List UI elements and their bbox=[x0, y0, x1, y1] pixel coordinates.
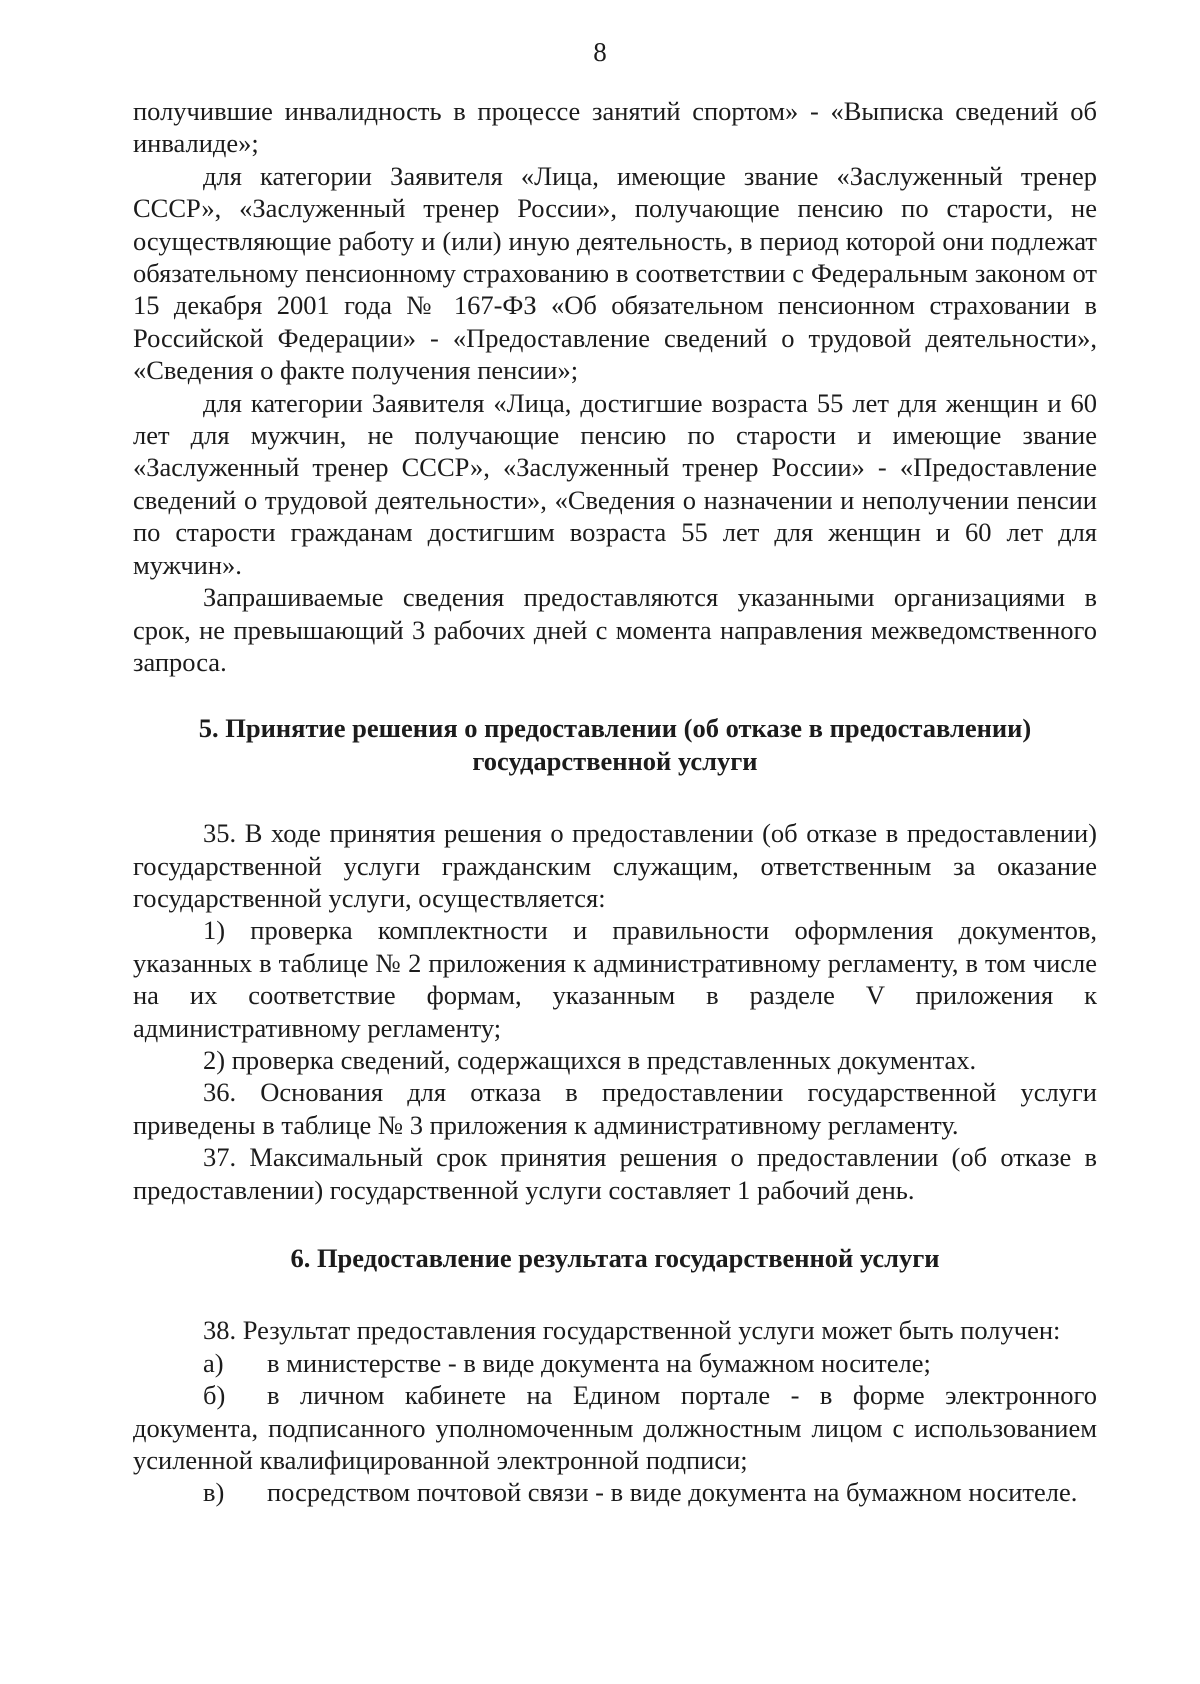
clause-36: 36. Основания для отказа в предоставлении государственной услуги приведены в таблице № 3 приложения к административному регламенту. bbox=[133, 1077, 1097, 1140]
page-number: 8 bbox=[593, 37, 607, 67]
list-marker: а) bbox=[203, 1347, 224, 1378]
section-5-heading-line-1: 5. Принятие решения о предоставлении (об отказе в предоставлении) bbox=[198, 713, 1032, 744]
list-marker: в) bbox=[203, 1477, 225, 1508]
clause-35-item-2: 2) проверка сведений, содержащихся в представленных документах. bbox=[203, 1044, 977, 1075]
clause-35: 35. В ходе принятия решения о предоставлении (об отказе в предоставлении) государственной услуги гражданским служащим, ответственным за оказание государственной услуги, осуществляется: bbox=[133, 818, 1097, 913]
list-item-text: посредством почтовой связи - в виде документа на бумажном носителе. bbox=[267, 1477, 1078, 1508]
clause-37: 37. Максимальный срок принятия решения о предоставлении (об отказе в предоставлении) государственной услуги составляет 1 рабочий день. bbox=[133, 1142, 1097, 1205]
list-item-text: в личном кабинете на Едином портале - в форме электронного документа, подписанного уполномоченным должностным лицом с использованием усиленной квалифицированной электронной подписи; bbox=[133, 1380, 1097, 1476]
section-5-heading-line-2: государственной услуги bbox=[472, 745, 758, 776]
list-item-text: в министерстве - в виде документа на бумажном носителе; bbox=[267, 1347, 931, 1378]
clause-38: 38. Результат предоставления государственной услуги может быть получен: bbox=[203, 1315, 1061, 1346]
clause-35-item-1: 1) проверка комплектности и правильности оформления документов, указанных в таблице № 2 приложения к административному регламенту, в том числе на их соответствие формам, указанным в разделе V приложения к административному регламенту; bbox=[133, 915, 1097, 1043]
list-marker: б) bbox=[203, 1380, 226, 1411]
result-option-c bbox=[133, 1476, 1097, 1508]
section-6-heading: 6. Предоставление результата государственной услуги bbox=[290, 1243, 940, 1273]
paragraph-continuation: получившие инвалидность в процессе занятий спортом» - «Выписка сведений об инвалиде»; bbox=[133, 96, 1097, 159]
document-body bbox=[133, 95, 1097, 1509]
result-option-a bbox=[133, 1347, 1097, 1379]
result-option-b bbox=[133, 1379, 1097, 1476]
paragraph-request-deadline: Запрашиваемые сведения предоставляются указанными организациями в срок, не превышающий 3 рабочих дней с момента направления межведомственного запроса. bbox=[133, 582, 1097, 677]
paragraph-category-honored-coach-pension: для категории Заявителя «Лица, имеющие звание «Заслуженный тренер СССР», «Заслуженный тренер России», получающие пенсию по старости, не осуществляющие работу и (или) иную деятельность, в период которой они подлежат обязательному пенсионному страхованию в соответствии с Федеральным законом от 15 декабря 2001 года № 167-ФЗ «Об обязательном пенсионном страховании в Российской Федерации» - «Предоставление сведений о трудовой деятельности», «Сведения о факте получения пенсии»; bbox=[133, 160, 1097, 386]
paragraph-category-age-no-pension: для категории Заявителя «Лица, достигшие возраста 55 лет для женщин и 60 лет для мужчин, не получающие пенсию по старости и имеющие звание «Заслуженный тренер СССР», «Заслуженный тренер России» - «Предоставление сведений о трудовой деятельности», «Сведения о назначении и неполучении пенсии по старости гражданам достигшим возраста 55 лет для женщин и 60 лет для мужчин». bbox=[133, 387, 1097, 580]
